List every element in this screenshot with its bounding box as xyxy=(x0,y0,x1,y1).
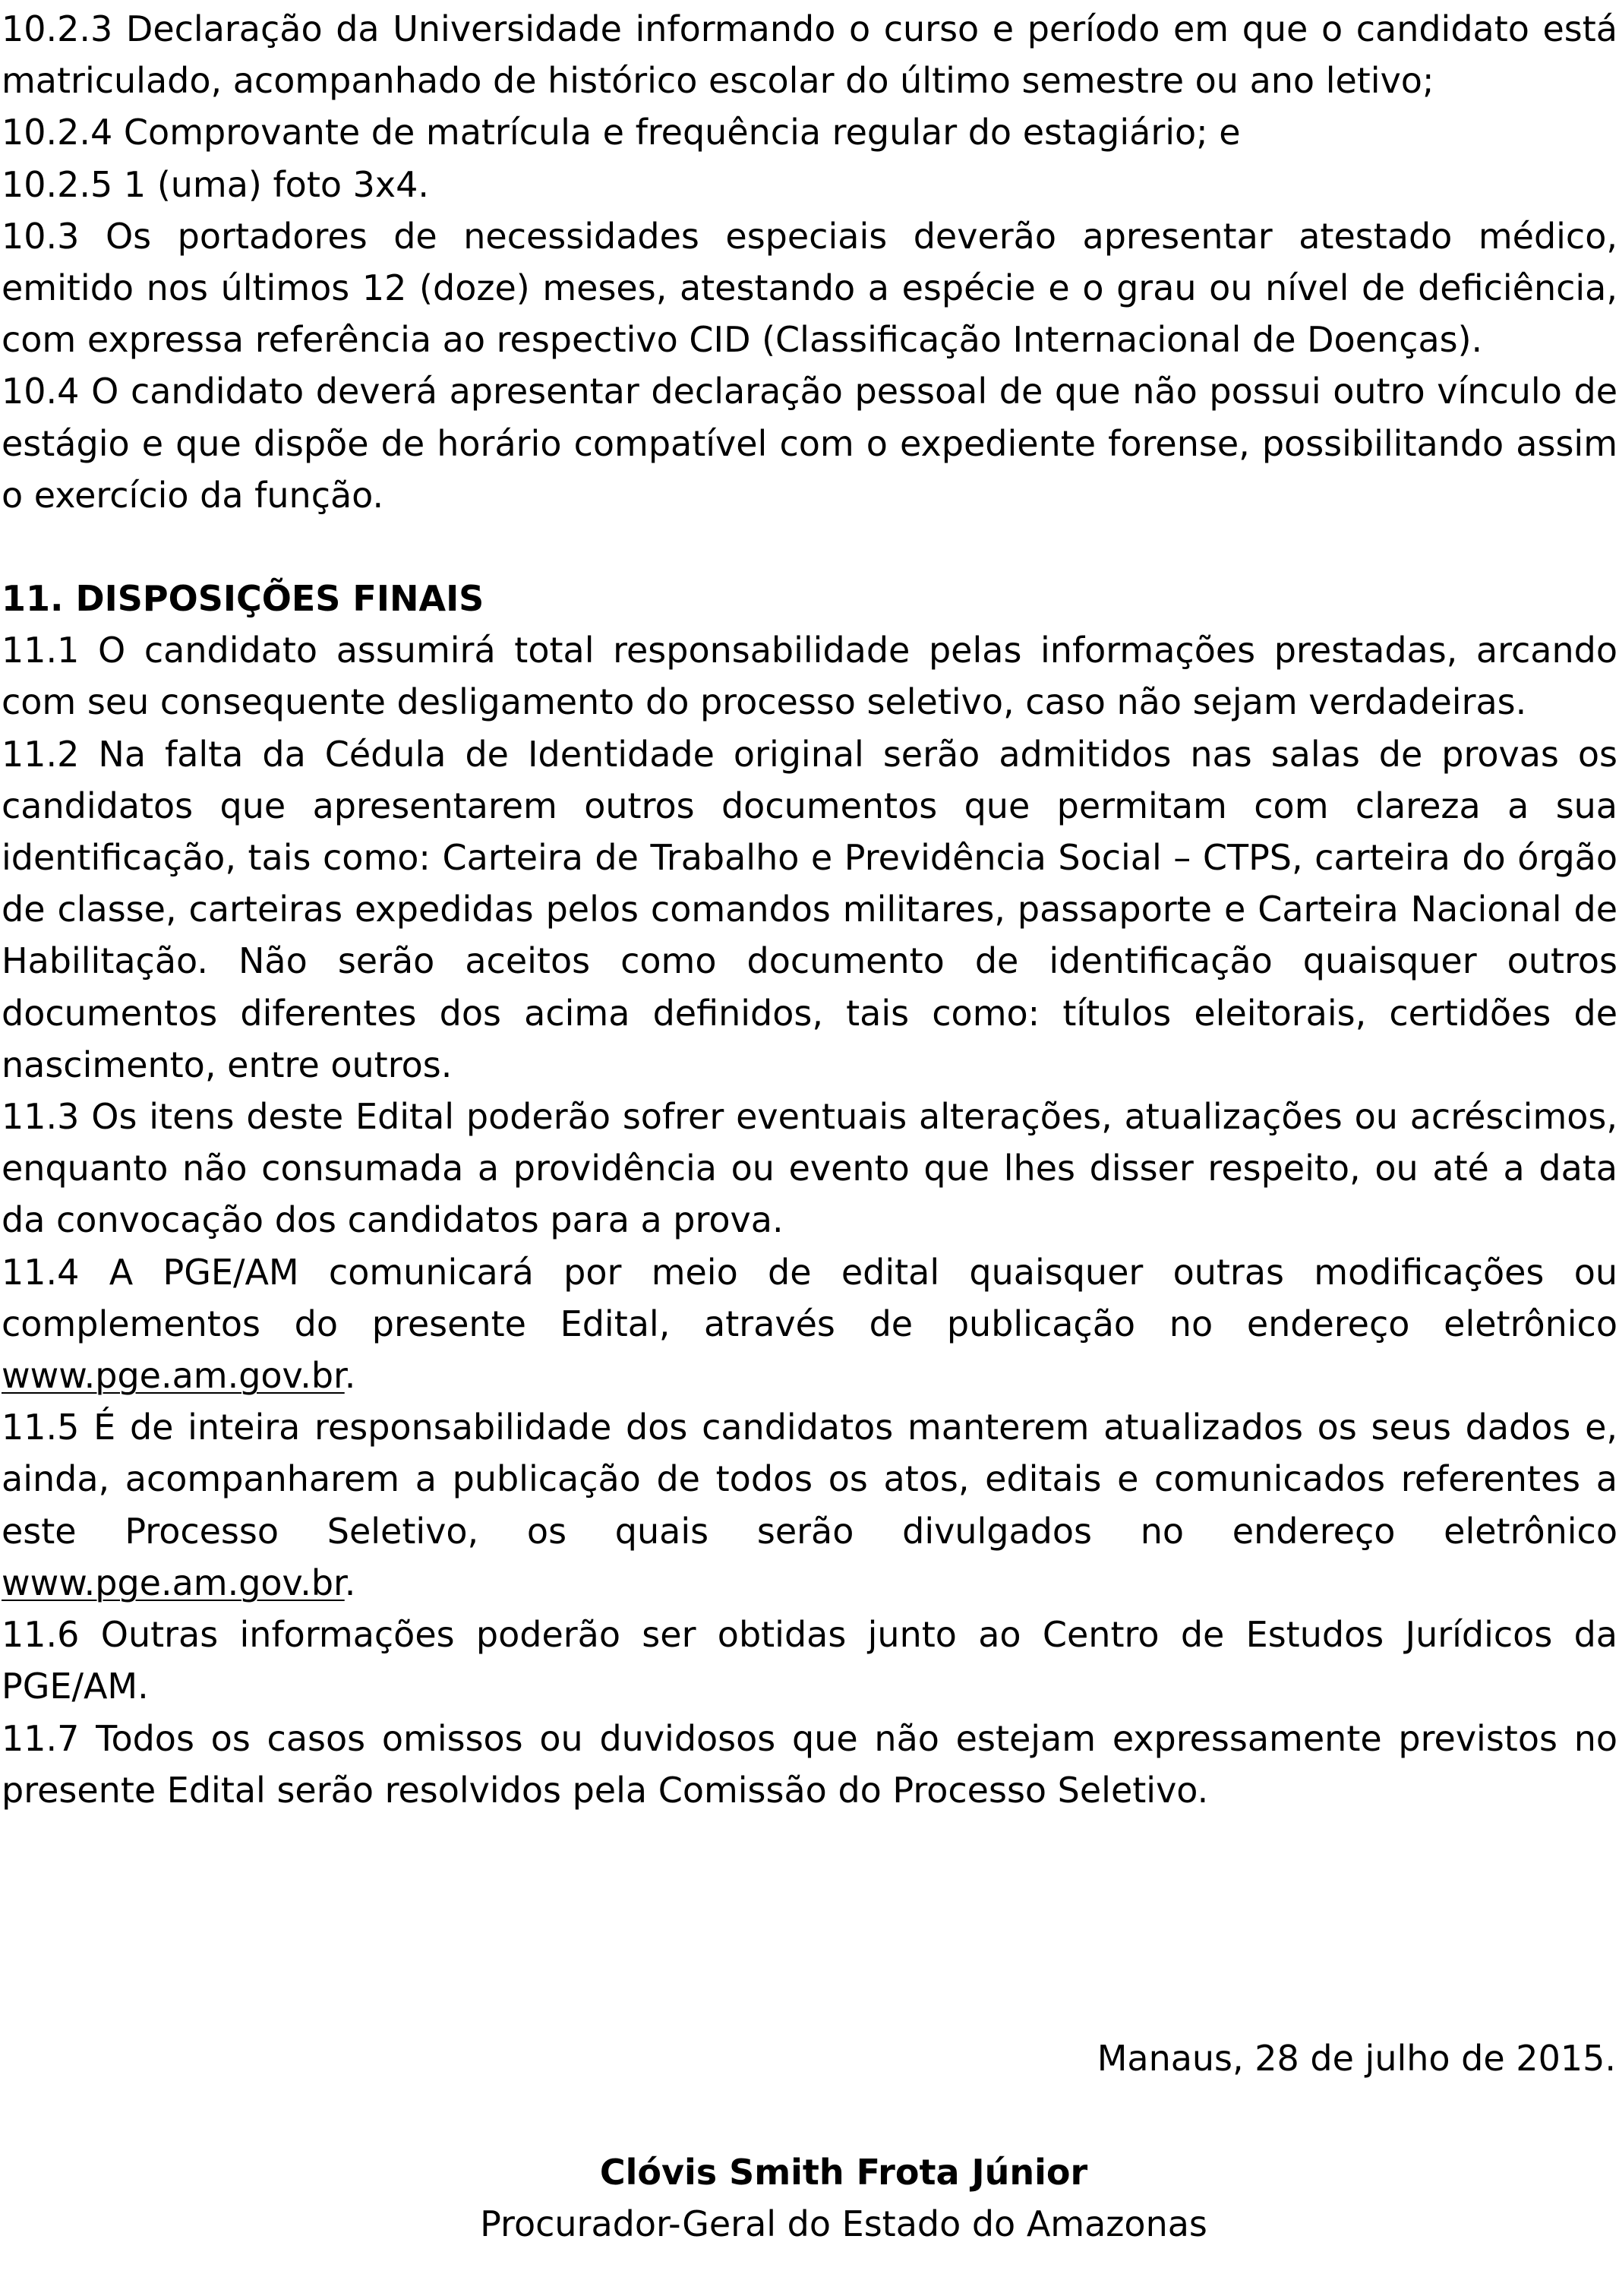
signatory-name: Clóvis Smith Frota Júnior xyxy=(599,2152,1088,2193)
item-11-4-end: . xyxy=(344,1355,356,1397)
signature-block xyxy=(0,2146,1619,2250)
item-11-6: 11.6 Outras informações poderão ser obtidas junto ao Centro de Estudos Jurídicos da PGE/AM. xyxy=(2,1614,1617,1707)
item-10-4: 10.4 O candidato deverá apresentar declaração pessoal de que não possui outro vínculo de estágio e que dispõe de horário compatível com o expediente forense, possibilitando assim o exercício da função. xyxy=(2,371,1617,516)
item-11-4-text: 11.4 A PGE/AM comunicará por meio de edital quaisquer outras modificações ou complementos do presente Edital, através de publicação no endereço eletrônico xyxy=(2,1251,1617,1344)
item-11-2: 11.2 Na falta da Cédula de Identidade original serão admitidos nas salas de provas os candidatos que apresentarem outros documentos que permitam com clareza a sua identificação, tais como: Carteira de Trabalho e Previdência Social – CTPS, carteira do órgão de classe, carteiras expedidas pelos comandos militares, passaporte e Carteira Nacional de Habilitação. Não serão aceitos como documento de identificação quaisquer outros documentos diferentes dos acima definidos, tais como: títulos eleitorais, certidões de nascimento, entre outros. xyxy=(2,733,1617,1085)
item-11-5-text: 11.5 É de inteira responsabilidade dos candidatos manterem atualizados os seus dados e, ainda, acompanharem a publicação de todos os atos, editais e comunicados referentes a este Processo Seletivo, os quais serão divulgados no endereço eletrônico xyxy=(2,1407,1617,1552)
section-11-heading: 11. DISPOSIÇÕES FINAIS xyxy=(2,578,484,620)
item-11-3: 11.3 Os itens deste Edital poderão sofrer eventuais alterações, atualizações ou acréscimos, enquanto não consumada a providência ou evento que lhes disser respeito, ou até a data da convocação dos candidatos para a prova. xyxy=(2,1096,1617,1241)
pge-website-link[interactable]: www.pge.am.gov.br xyxy=(2,1355,345,1397)
item-10-3: 10.3 Os portadores de necessidades especiais deverão apresentar atestado médico, emitido nos últimos 12 (doze) meses, atestando a espécie e o grau ou nível de deficiência, com expressa referência ao respectivo CID (Classificação Internacional de Doenças). xyxy=(2,215,1617,361)
signatory-role: Procurador-Geral do Estado do Amazonas xyxy=(480,2203,1207,2244)
document-body xyxy=(2,3,1617,1816)
item-11-5 xyxy=(2,1401,1617,1609)
item-10-2-5: 10.2.5 1 (uma) foto 3x4. xyxy=(2,163,430,205)
pge-website-link-2[interactable]: www.pge.am.gov.br xyxy=(2,1562,345,1603)
item-10-2-4: 10.2.4 Comprovante de matrícula e frequência regular do estagiário; e xyxy=(2,112,1241,153)
item-11-4 xyxy=(2,1246,1617,1402)
item-11-5-end: . xyxy=(344,1562,356,1603)
item-10-2-3: 10.2.3 Declaração da Universidade informando o curso e período em que o candidato está matriculado, acompanhado de histórico escolar do último semestre ou ano letivo; xyxy=(2,8,1617,102)
section-spacer xyxy=(2,521,1617,573)
date-location: Manaus, 28 de julho de 2015. xyxy=(1097,2038,1616,2079)
item-11-1: 11.1 O candidato assumirá total responsabilidade pelas informações prestadas, arcando com seu consequente desligamento do processo seletivo, caso não sejam verdadeiras. xyxy=(2,630,1617,723)
item-11-7: 11.7 Todos os casos omissos ou duvidosos que não estejam expressamente previstos no presente Edital serão resolvidos pela Comissão do Processo Seletivo. xyxy=(2,1717,1617,1811)
